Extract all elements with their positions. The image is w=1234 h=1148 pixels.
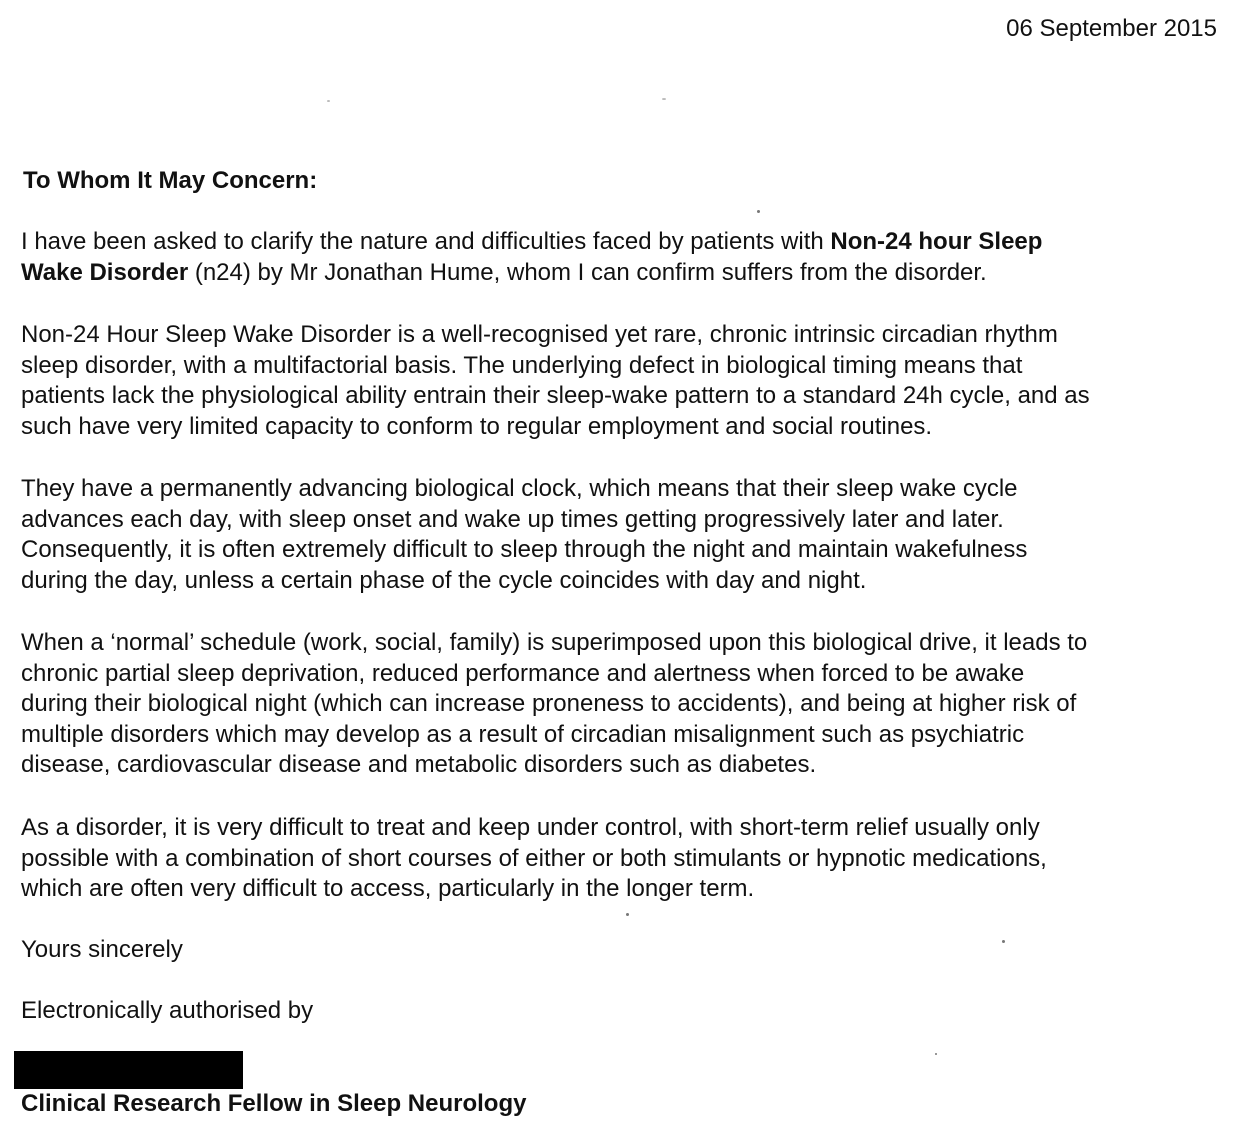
- paragraph-line: advances each day, with sleep onset and wake up times getting progressively later and later.: [21, 505, 1004, 533]
- scan-speck: [935, 1053, 937, 1055]
- scan-speck: [757, 210, 760, 213]
- paragraph-line: They have a permanently advancing biological clock, which means that their sleep wake cycle: [21, 475, 1018, 502]
- paragraph-line: Non-24 Hour Sleep Wake Disorder is a well-recognised yet rare, chronic intrinsic circadian rhythm: [21, 321, 1058, 348]
- paragraph-line: [21, 258, 1221, 289]
- paragraph-line: multiple disorders which may develop as a result of circadian misalignment such as psychiatric: [21, 720, 1025, 748]
- scan-speck: [1002, 940, 1005, 943]
- paragraph-definition: [21, 320, 1221, 442]
- paragraph-line: during the day, unless a certain phase of the cycle coincides with day and night.: [21, 566, 867, 594]
- authorisation-line: Electronically authorised by: [21, 997, 314, 1024]
- closing-line: Yours sincerely: [21, 936, 183, 963]
- paragraph-line: chronic partial sleep deprivation, reduced performance and alertness when forced to be awake: [21, 659, 1025, 687]
- paragraph-line: When a ‘normal’ schedule (work, social, family) is superimposed upon this biological drive, it leads to: [21, 629, 1088, 656]
- redacted-signatory-name: [14, 1051, 243, 1089]
- scan-speck: [626, 913, 629, 916]
- paragraph-line: which are often very difficult to access, particularly in the longer term.: [21, 875, 755, 903]
- paragraph-line: [21, 227, 1221, 258]
- paragraph-line: possible with a combination of short courses of either or both stimulants or hypnotic medications,: [21, 844, 1047, 872]
- intro-text: I have been asked to clarify the nature and difficulties faced by patients with: [21, 228, 831, 255]
- paragraph-line: As a disorder, it is very difficult to treat and keep under control, with short-term relief usually only: [21, 814, 1040, 841]
- paragraph-line: Consequently, it is often extremely difficult to sleep through the night and maintain wakefulness: [21, 536, 1028, 564]
- signatory-role: Clinical Research Fellow in Sleep Neurology: [21, 1090, 527, 1117]
- disorder-name-bold: Wake Disorder: [21, 258, 189, 286]
- paragraph-line: sleep disorder, with a multifactorial basis. The underlying defect in biological timing means that: [21, 351, 1023, 379]
- scan-speck: [662, 98, 666, 100]
- salutation: To Whom It May Concern:: [23, 167, 318, 194]
- paragraph-treatment: [21, 813, 1221, 905]
- paragraph-consequences: [21, 628, 1221, 781]
- paragraph-line: such have very limited capacity to conform to regular employment and social routines.: [21, 412, 933, 440]
- paragraph-line: during their biological night (which can increase proneness to accidents), and being at higher risk of: [21, 690, 1077, 718]
- scan-speck: [327, 100, 330, 102]
- letter-date: 06 September 2015: [1006, 15, 1217, 42]
- disorder-name-bold: Non-24 hour Sleep: [830, 228, 1043, 255]
- paragraph-line: disease, cardiovascular disease and metabolic disorders such as diabetes.: [21, 751, 817, 779]
- intro-text: (n24) by Mr Jonathan Hume, whom I can confirm suffers from the disorder.: [188, 258, 987, 286]
- paragraph-biological-clock: [21, 474, 1221, 596]
- paragraph-line: patients lack the physiological ability entrain their sleep-wake pattern to a standard 24h cycle, and as: [21, 382, 1090, 410]
- paragraph-intro: [21, 227, 1221, 288]
